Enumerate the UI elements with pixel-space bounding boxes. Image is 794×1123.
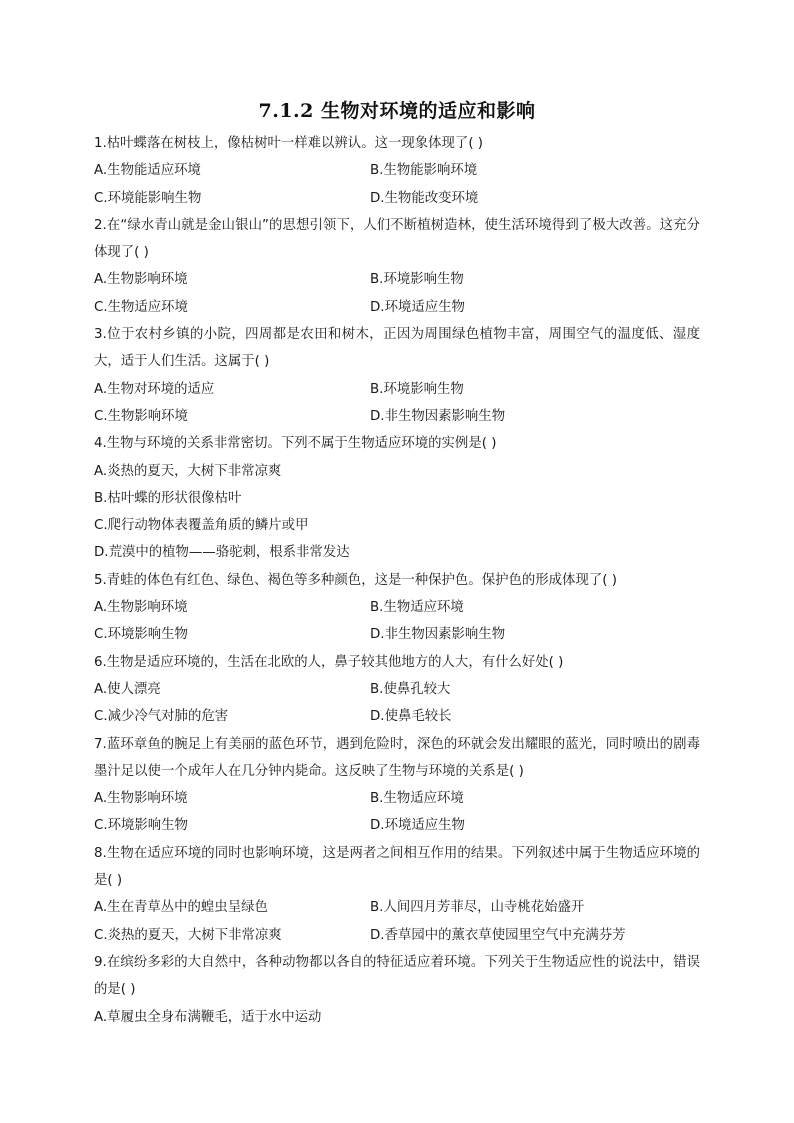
question-list: [94, 130, 700, 1031]
question-9: [94, 949, 700, 1031]
option-list: [94, 594, 700, 649]
question-stem: 7.蓝环章鱼的腕足上有美丽的蓝色环节，遇到危险时，深色的环就会发出耀眼的蓝光，同时喷出的剧毒墨汁足以使一个成年人在几分钟内毙命。这反映了生物与环境的关系是( ): [94, 736, 700, 779]
question-stem: 4.生物与环境的关系非常密切。下列不属于生物适应环境的实例是( ): [94, 436, 497, 452]
option-a: A.生物影响环境: [94, 272, 188, 288]
option-list: [94, 1004, 700, 1031]
question-stem: 8.生物在适应环境的同时也影响环境，这是两者之间相互作用的结果。下列叙述中属于生物适应环境的是( ): [94, 845, 700, 889]
option-b: B.枯叶蝶的形状很像枯叶: [94, 490, 242, 506]
option-d: D.环境适应生物: [370, 818, 465, 834]
option-a: A.生物能适应环境: [94, 163, 201, 179]
question-1: [94, 130, 700, 212]
question-stem: 5.青蛙的体色有红色、绿色、褐色等多种颜色，这是一种保护色。保护色的形成体现了( ): [94, 572, 617, 588]
option-c: C.炎热的夏天，大树下非常凉爽: [94, 927, 282, 943]
option-a: A.使人漂亮: [94, 681, 161, 697]
option-b: B.使鼻孔较大: [370, 681, 451, 697]
question-stem: 3.位于农村乡镇的小院，四周都是农田和树木，正因为周围绿色植物丰富，周围空气的温度低、湿度大，适于人们生活。这属于( ): [94, 327, 700, 370]
option-d: D.非生物因素影响生物: [370, 627, 506, 643]
option-a: A.生物影响环境: [94, 600, 188, 616]
option-c: C.减少冷气对肺的危害: [94, 709, 229, 725]
question-8: [94, 840, 700, 949]
option-c: C.环境影响生物: [94, 818, 188, 834]
question-7: [94, 731, 700, 840]
option-list: [94, 157, 700, 212]
option-b: B.环境影响生物: [370, 272, 464, 288]
question-5: [94, 567, 700, 649]
option-d: D.环境适应生物: [370, 299, 465, 315]
option-d: D.荒漠中的植物——骆驼刺，根系非常发达: [94, 545, 350, 561]
question-2: [94, 212, 700, 321]
option-a: A.草履虫全身布满鞭毛，适于水中运动: [94, 1009, 322, 1025]
option-list: [94, 266, 700, 321]
option-a: A.生物对环境的适应: [94, 381, 215, 397]
question-stem: 2.在“绿水青山就是金山银山”的思想引领下，人们不断植树造林，使生活环境得到了极大改善。这充分体现了( ): [94, 217, 700, 261]
option-list: [94, 376, 700, 431]
option-list: [94, 676, 700, 731]
option-c: C.爬行动物体表覆盖角质的鳞片或甲: [94, 518, 309, 534]
option-a: A.生物影响环境: [94, 791, 188, 807]
question-stem: 6.生物是适应环境的，生活在北欧的人，鼻子较其他地方的人大，有什么好处( ): [94, 654, 564, 670]
option-d: D.非生物因素影响生物: [370, 408, 506, 424]
option-a: A.炎热的夏天，大树下非常凉爽: [94, 463, 282, 479]
option-b: B.环境影响生物: [370, 381, 464, 397]
option-b: B.生物能影响环境: [370, 163, 478, 179]
option-list: [94, 894, 700, 949]
question-stem: 9.在缤纷多彩的大自然中，各种动物都以各自的特征适应着环境。下列关于生物适应性的说法中，错误的是( ): [94, 954, 700, 998]
option-c: C.生物影响环境: [94, 408, 188, 424]
question-3: [94, 321, 700, 430]
option-c: C.环境能影响生物: [94, 190, 202, 206]
option-list: [94, 785, 700, 840]
option-d: D.使鼻毛较长: [370, 709, 452, 725]
option-b: B.人间四月芳菲尽，山寺桃花始盛开: [370, 900, 585, 916]
option-d: D.生物能改变环境: [370, 190, 479, 206]
option-c: C.环境影响生物: [94, 627, 188, 643]
option-b: B.生物适应环境: [370, 600, 464, 616]
question-6: [94, 649, 700, 731]
option-a: A.生在青草丛中的蝗虫呈绿色: [94, 900, 268, 916]
question-4: [94, 430, 700, 566]
option-c: C.生物适应环境: [94, 299, 188, 315]
question-stem: 1.枯叶蝶落在树枝上，像枯树叶一样难以辨认。这一现象体现了( ): [94, 136, 484, 151]
document-title: 7.1.2 生物对环境的适应和影响: [258, 100, 536, 122]
option-d: D.香草园中的薰衣草使园里空气中充满芬芳: [370, 927, 626, 943]
option-b: B.生物适应环境: [370, 791, 464, 807]
option-list: [94, 458, 700, 567]
